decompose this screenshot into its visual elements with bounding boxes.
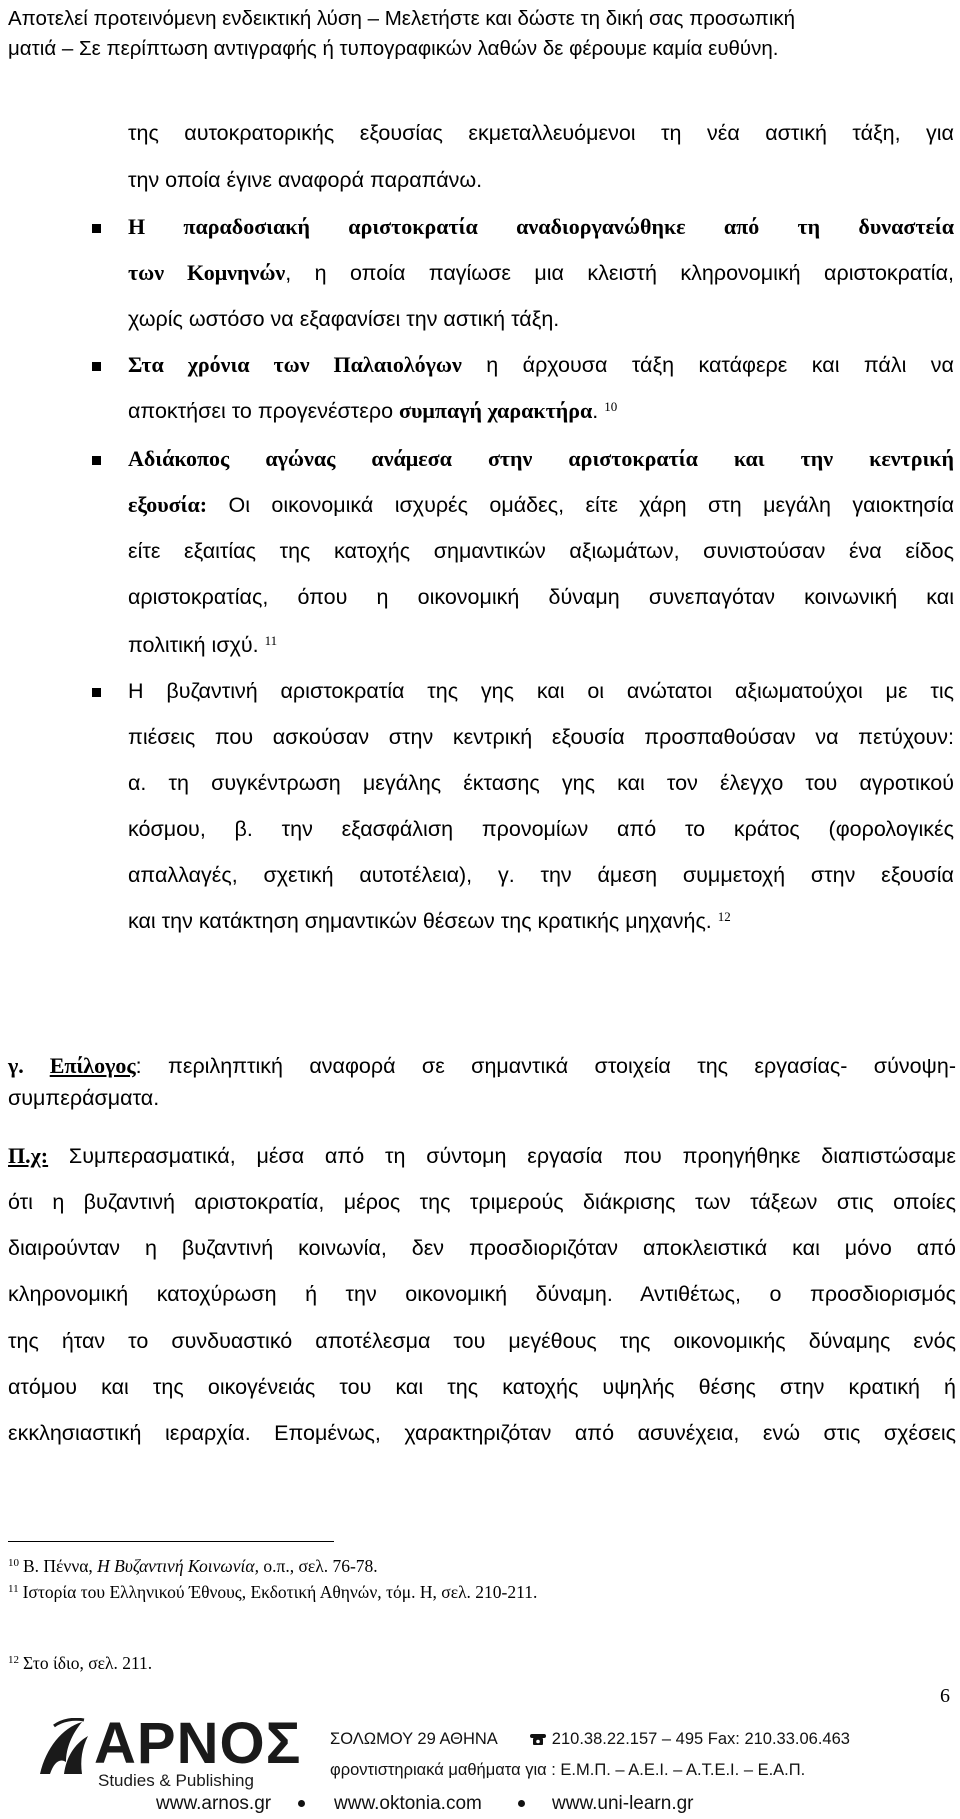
text-line (128, 350, 954, 380)
footer-address: ΣΟΛΩΜΟΥ 29 ΑΘΗΝΑ (330, 1730, 498, 1748)
text-span: . (592, 399, 599, 423)
text-line (128, 396, 954, 426)
text-line: ότι η βυζαντινή αριστοκρατία, μέρος της τριμερούς διάκρισης των τάξεων στις οποίες (8, 1190, 956, 1214)
section-label: γ. (8, 1053, 50, 1078)
footnote-text: Στο ίδιο, σελ. 211. (23, 1653, 153, 1673)
footnote-text: ο.π., σελ. 76-78. (258, 1556, 378, 1576)
footnote-12 (8, 1652, 152, 1677)
square-bullet-icon (92, 688, 101, 697)
text-span: και την κατάκτηση σημαντικών θέσεων της κρατικής μηχανής. (128, 909, 712, 933)
footnote-number: 10 (8, 1557, 19, 1569)
footer-phones: 210.38.22.157 – 495 Fax: 210.33.06.463 (551, 1730, 850, 1748)
footnote-text: Β. Πέννα, (23, 1556, 98, 1576)
page-header-disclaimer (8, 4, 948, 64)
website-link[interactable]: www.uni-learn.gr (552, 1793, 694, 1814)
example-paragraph-line (8, 1141, 956, 1171)
footer-contact-line (330, 1730, 850, 1749)
text-line: αριστοκρατίας, όπου η οικονομική δύναμη συνεπαγόταν κοινωνική και (128, 585, 954, 609)
text-span: Συμπερασματικά, μέσα από τη σύντομη εργασία που προηγήθηκε διαπιστώσαμε (48, 1144, 956, 1168)
footnote-ref: 12 (717, 909, 731, 924)
page-number: 6 (940, 1685, 950, 1707)
bullet-dot-icon (518, 1800, 525, 1807)
bullet-dot-icon (298, 1800, 305, 1807)
text-line: κόσμου, β. την εξασφάλιση προνομίων από το κράτος (φορολογικές (128, 817, 954, 841)
text-span: η άρχουσα τάξη κατάφερε και πάλι να (461, 353, 954, 377)
text-line: Η παραδοσιακή αριστοκρατία αναδιοργανώθηκε από τη δυναστεία (128, 214, 954, 239)
text-line: είτε εξαιτίας της κατοχής σημαντικών αξιωμάτων, συνιστούσαν ένα είδος (128, 539, 954, 563)
text-span: πολιτική ισχύ. (128, 633, 259, 657)
text-span: : περιληπτική αναφορά σε σημαντικά στοιχεία της εργασίας- σύνοψη- (135, 1054, 956, 1078)
text-line: συμπεράσματα. (8, 1086, 160, 1110)
website-link[interactable]: www.oktonia.com (334, 1793, 482, 1814)
text-line: την οποία έγινε αναφορά παραπάνω. (128, 168, 483, 192)
arnos-logo (36, 1711, 302, 1804)
footnote-ref: 10 (604, 399, 618, 414)
telephone-icon (530, 1733, 546, 1745)
footer-lessons: φροντιστηριακά μαθήματα για : Ε.Μ.Π. – Α.Ε.Ι. – Α.Τ.Ε.Ι. – Ε.Α.Π. (330, 1761, 806, 1779)
section-title: Επίλογος (49, 1053, 136, 1078)
bold-text: των Κομνηνών (128, 260, 286, 285)
text-line (128, 906, 954, 936)
header-line: Αποτελεί προτεινόμενη ενδεικτική λύση – Μελετήστε και δώστε τη δική σας προσωπική (8, 7, 796, 30)
text-line (128, 490, 954, 520)
section-epilogue (8, 1051, 956, 1081)
text-line (128, 630, 954, 660)
footnote-ref: 11 (264, 633, 278, 648)
text-line: χωρίς ωστόσο να εξαφανίσει την αστική τάξη. (128, 307, 560, 331)
text-line: α. τη συγκέντρωση μεγάλης έκτασης γης και τον έλεγχο του αγροτικού (128, 771, 954, 795)
text-line: διαιρούνταν η βυζαντινή κοινωνία, δεν προσδιοριζόταν αποκλειστικά και μόνο από (8, 1236, 956, 1260)
logo-wordmark: ΑΡΝΟΣ (94, 1711, 302, 1776)
footnote-11 (8, 1581, 537, 1606)
text-line: κληρονομική κατοχύρωση ή την οικονομική δύναμη. Αντιθέτως, ο προσδιορισμός (8, 1282, 956, 1306)
footnote-text: Ιστορία του Ελληνικού Έθνους, Εκδοτική Αθηνών, τόμ. Η, σελ. 210-211. (22, 1582, 538, 1602)
text-span: , η οποία παγίωσε μια κλειστή κληρονομική αριστοκρατία, (285, 261, 954, 285)
bold-text: εξουσία: (128, 492, 208, 517)
text-line: Αδιάκοπος αγώνας ανάμεσα στην αριστοκρατία και την κεντρική (128, 446, 954, 471)
text-line: απαλλαγές, σχετική αυτοτέλεια), γ. την άμεση συμμετοχή στην εξουσία (128, 863, 954, 887)
text-line: πιέσεις που ασκούσαν στην κεντρική εξουσία προσπαθούσαν να πετύχουν: (128, 725, 954, 749)
logo-tagline: Studies & Publishing (98, 1771, 254, 1790)
example-label: Π.χ: (8, 1143, 49, 1168)
footnote-number: 11 (8, 1583, 19, 1595)
text-line (128, 258, 954, 288)
text-line: ατόμου και της οικογένειάς του και της κατοχής υψηλής θέσης στην κρατική ή (8, 1375, 956, 1399)
text-line: της αυτοκρατορικής εξουσίας εκμεταλλευόμενοι τη νέα αστική τάξη, για (128, 121, 954, 145)
square-bullet-icon (92, 456, 101, 465)
header-line: ματιά – Σε περίπτωση αντιγραφής ή τυπογραφικών λαθών δε φέρουμε καμία ευθύνη. (8, 37, 779, 60)
website-link[interactable]: www.arnos.gr (156, 1793, 272, 1814)
square-bullet-icon (92, 362, 101, 371)
text-line: εκκλησιαστική ιεραρχία. Επομένως, χαρακτηριζόταν από ασυνέχεια, ενώ στις σχέσεις (8, 1421, 956, 1445)
footnote-title: Η Βυζαντινή Κοινωνία, (97, 1556, 259, 1576)
text-span: Οι οικονομικά ισχυρές ομάδες, είτε χάρη στη μεγάλη γαιοκτησία (207, 493, 954, 517)
footnote-divider (8, 1541, 334, 1542)
footnote-10 (8, 1555, 378, 1580)
text-line: της ήταν το συνδυαστικό αποτέλεσμα του μεγέθους της οικονομικής δύναμης ενός (8, 1329, 956, 1353)
footnote-number: 12 (8, 1654, 19, 1666)
text-span: αποκτήσει το προγενέστερο (128, 399, 400, 423)
bold-text: Στα χρόνια των Παλαιολόγων (128, 352, 462, 377)
square-bullet-icon (92, 224, 101, 233)
bold-text: συμπαγή χαρακτήρα (399, 398, 593, 423)
text-line: Η βυζαντινή αριστοκρατία της γης και οι ανώτατοι αξιωματούχοι με τις (128, 679, 954, 703)
